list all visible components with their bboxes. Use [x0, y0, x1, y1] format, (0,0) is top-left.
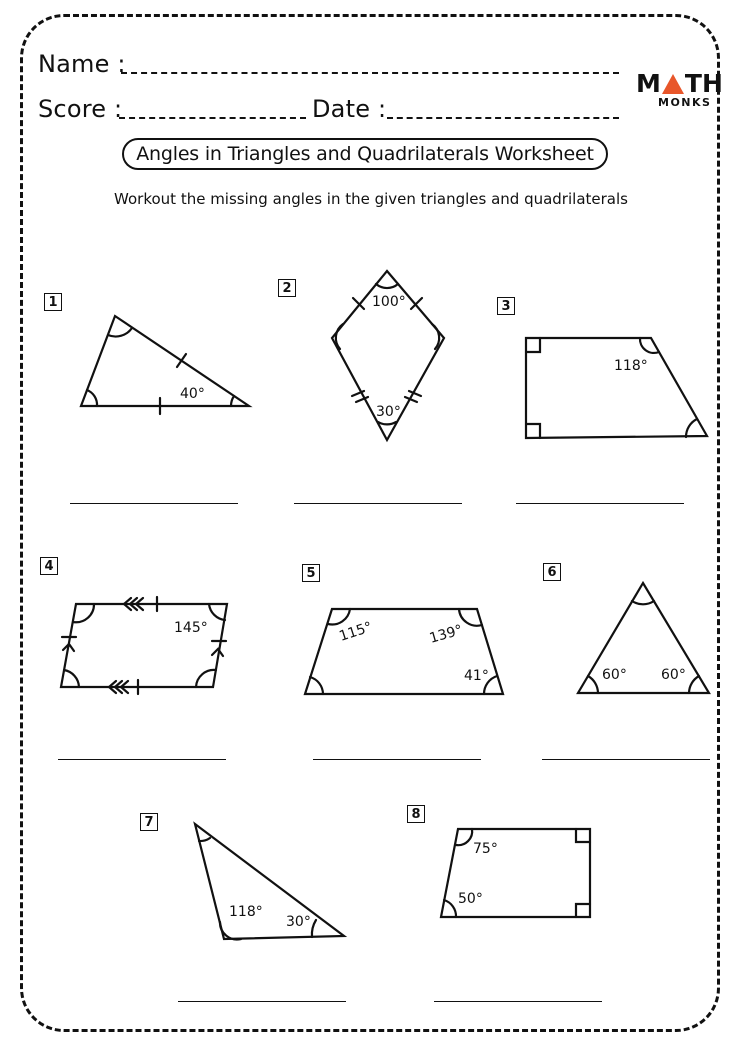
right-angle-mark-8a — [576, 829, 590, 842]
angle-arc-6b — [588, 676, 598, 693]
angle-label-5a: 115° — [337, 619, 375, 645]
angle-arc-1b — [108, 328, 132, 337]
worksheet-title-text: Angles in Triangles and Quadrilaterals Worksheet — [136, 143, 594, 165]
problem-number-3: 3 — [497, 297, 515, 315]
quadrilateral-3-shape — [526, 338, 707, 438]
problem-number-4: 4 — [40, 557, 58, 575]
angle-arc-1c — [231, 396, 234, 406]
angle-label-5b: 139° — [427, 622, 465, 647]
angle-arc-2d — [378, 422, 396, 424]
angle-arc-5c — [310, 677, 323, 694]
angle-arc-4c — [64, 670, 79, 687]
triangle-7-shape — [195, 824, 344, 939]
figure-7-triangle — [195, 824, 344, 939]
angle-label-7b: 30° — [286, 914, 311, 930]
problem-number-5: 5 — [302, 564, 320, 582]
angle-label-7a: 118° — [229, 904, 263, 920]
instructions: Workout the missing angles in the given triangles and quadrilaterals — [114, 190, 628, 208]
angle-arc-3b — [686, 419, 697, 437]
angle-label-3a: 118° — [614, 358, 648, 374]
angle-label-2b: 30° — [376, 404, 401, 420]
angle-arc-6c — [689, 676, 699, 693]
logo-letters-th: TH — [684, 69, 723, 98]
angle-label-2a: 100° — [372, 294, 406, 310]
logo-monks: MONKS — [658, 96, 712, 109]
figure-5-trapezoid — [305, 609, 503, 694]
problem-number-2: 2 — [278, 279, 296, 297]
angle-arc-7c — [312, 920, 316, 937]
angle-label-8b: 50° — [458, 891, 483, 907]
name-label: Name : — [38, 50, 126, 78]
angle-arc-4b — [209, 604, 225, 620]
problem-number-8: 8 — [407, 805, 425, 823]
triangle-1-shape — [81, 316, 249, 406]
angle-label-6b: 60° — [661, 667, 686, 683]
angle-arc-2b — [336, 324, 343, 349]
angle-label-4a: 145° — [174, 620, 208, 636]
angle-arc-1a — [87, 390, 97, 406]
angle-label-6a: 60° — [602, 667, 627, 683]
figure-8-quadrilateral — [441, 829, 590, 917]
triangle-6-shape — [578, 583, 709, 693]
angle-arc-8b — [444, 900, 456, 917]
angle-label-5c: 41° — [464, 668, 489, 684]
problem-number-6: 6 — [543, 563, 561, 581]
figure-3-quadrilateral — [526, 338, 707, 438]
angle-label-8a: 75° — [473, 841, 498, 857]
figure-1-triangle — [81, 316, 249, 414]
angle-arc-2a — [376, 284, 398, 288]
angle-label-1a: 40° — [180, 386, 205, 402]
tick-mark-1b — [177, 354, 186, 367]
score-label: Score : — [38, 95, 123, 123]
right-angle-mark-3a — [526, 338, 540, 352]
right-angle-mark-3b — [526, 424, 540, 438]
logo-letter-m: M — [636, 69, 661, 98]
figure-6-triangle — [578, 583, 709, 693]
angle-arc-7a — [199, 838, 210, 841]
angle-arc-2c — [432, 324, 439, 349]
date-label: Date : — [312, 95, 387, 123]
problem-number-7: 7 — [140, 813, 158, 831]
problem-number-1: 1 — [44, 293, 62, 311]
figure-2-kite — [332, 271, 444, 440]
right-angle-mark-8b — [576, 904, 590, 917]
angle-arc-6a — [632, 601, 654, 604]
figure-4-parallelogram — [61, 597, 227, 694]
